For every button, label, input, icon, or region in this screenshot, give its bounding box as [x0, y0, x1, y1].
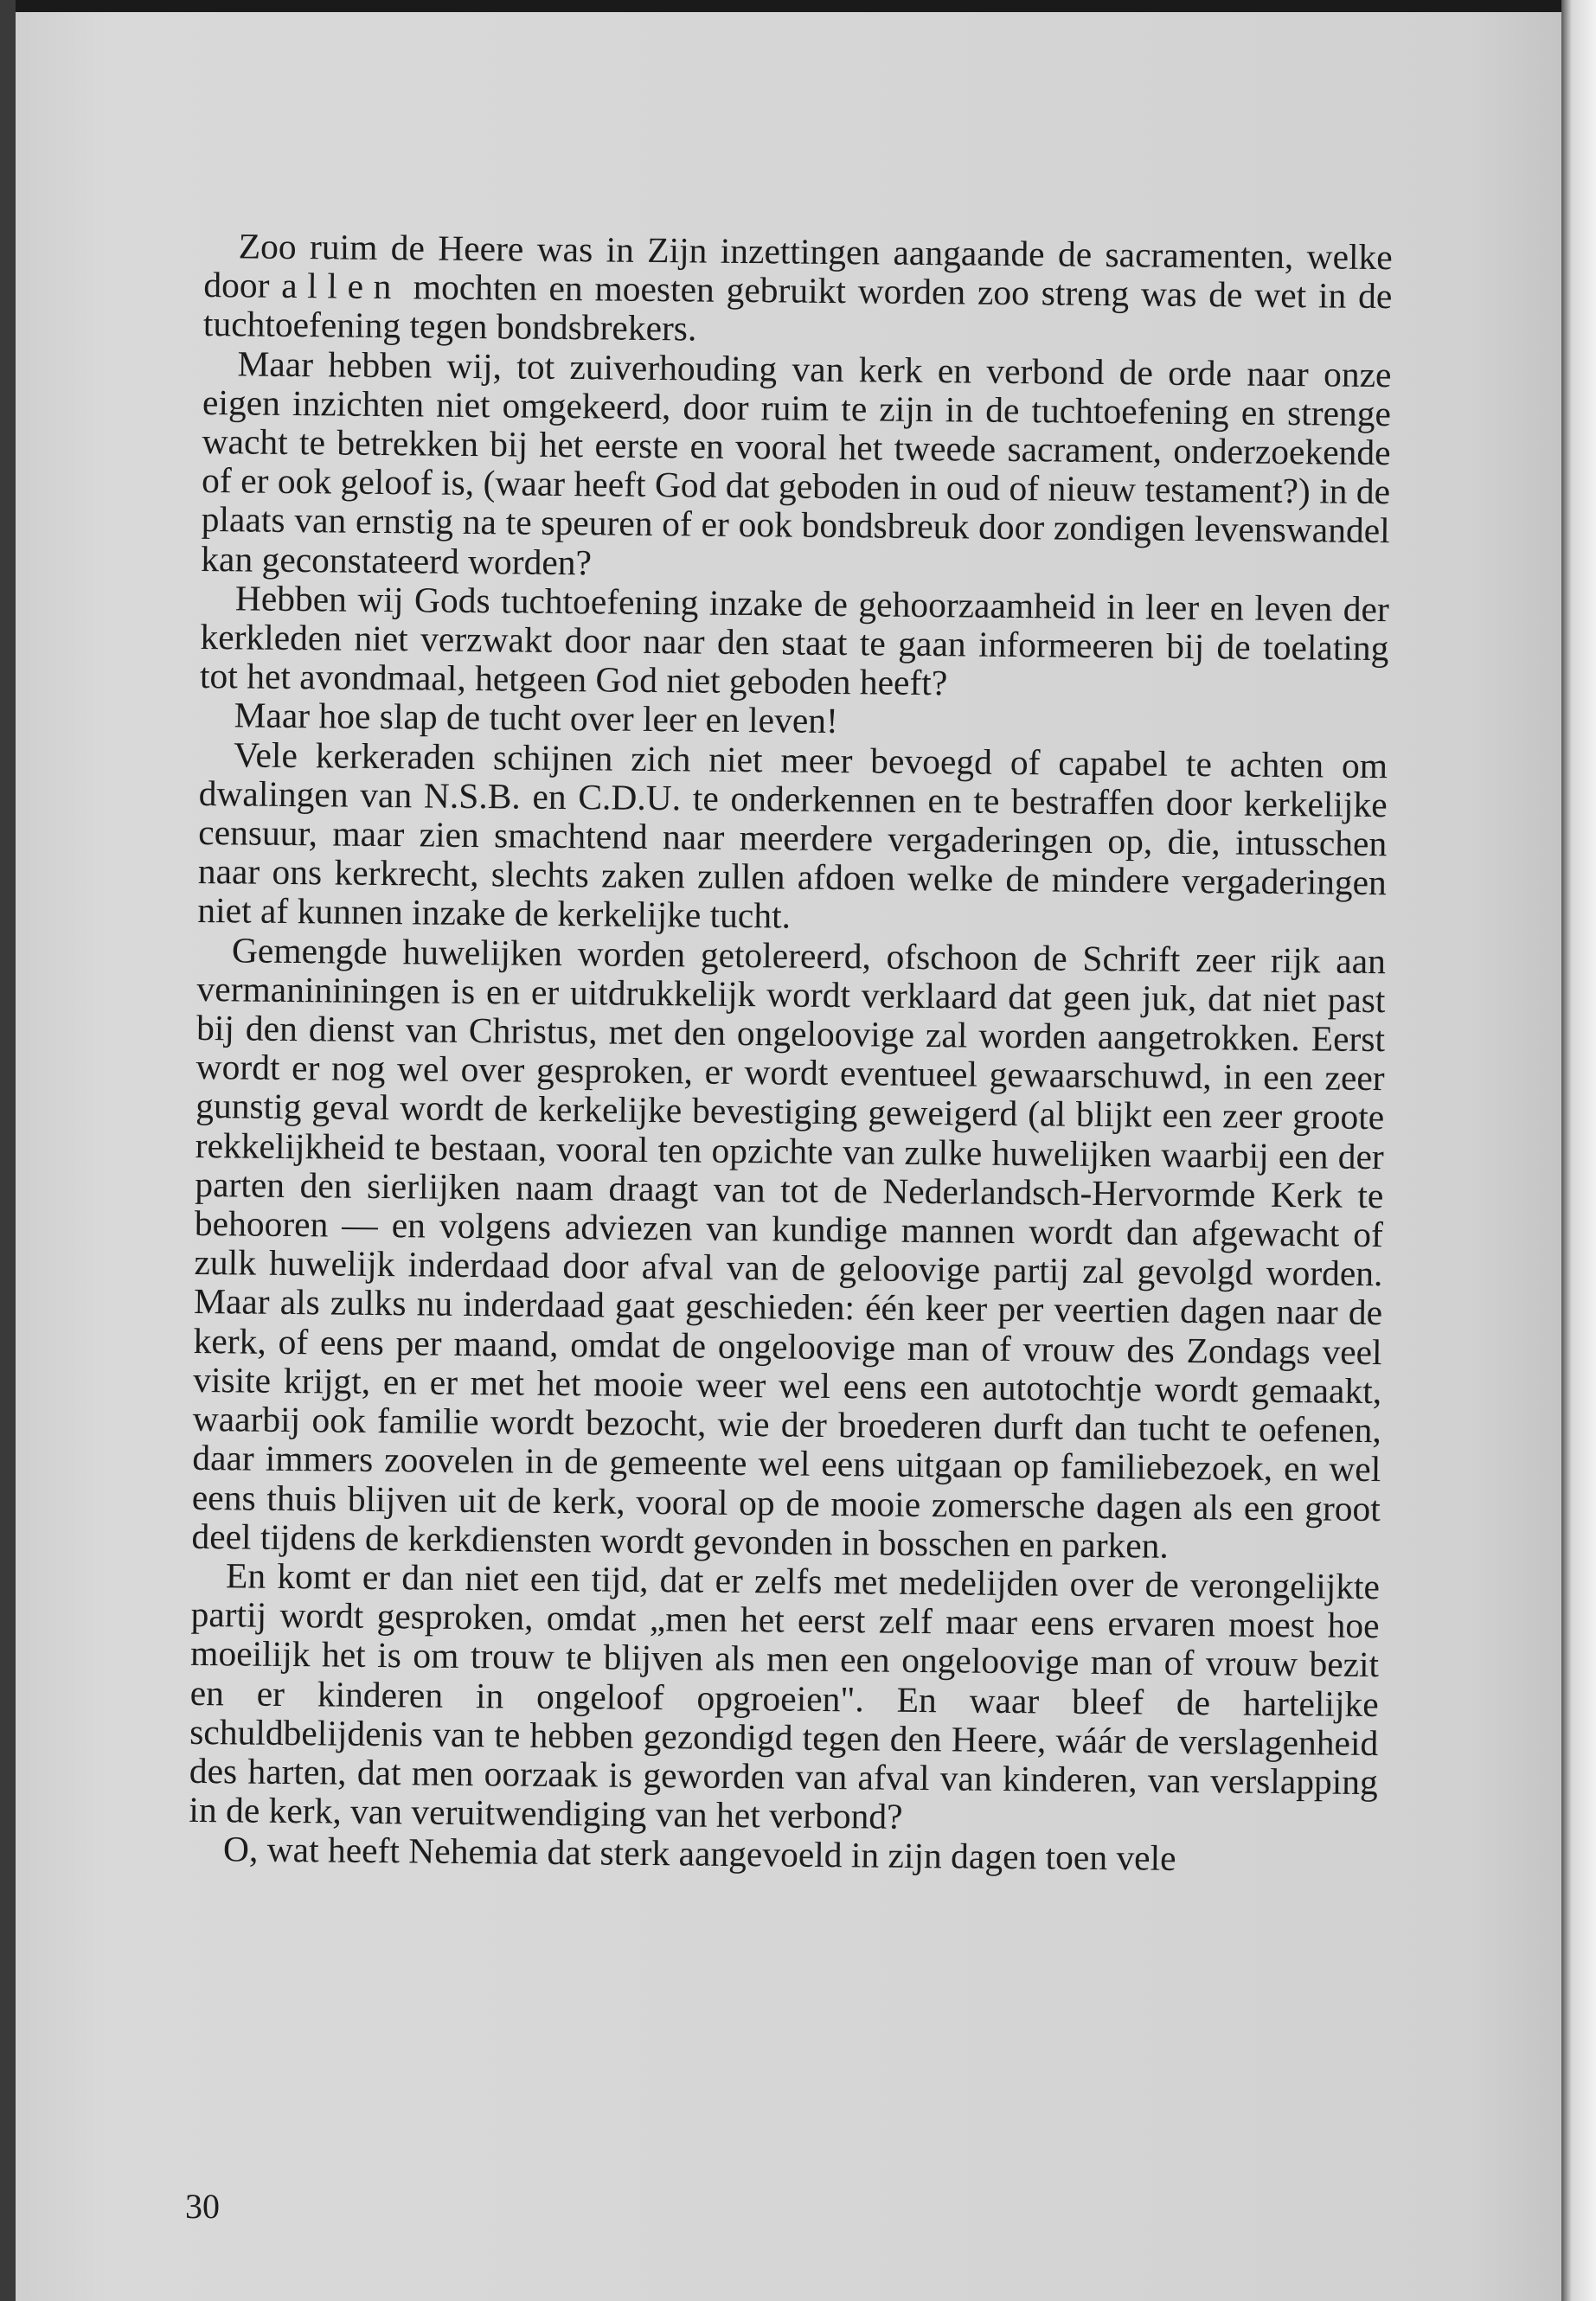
- book-page: [16, 0, 1561, 2301]
- page-number: 30: [185, 2187, 220, 2226]
- paragraph-7: En komt er dan niet een tijd, dat er zelfs met medelijden over de verongelijkte partij wordt gesproken, omdat „men het eerst zelf maar eens ervaren moest hoe moeilijk het is om trouw te blijven als men een ongeloovige man of vrouw bezit en er kinderen in ongeloof opgroeien". En waar bleef de hartelijke schuldbelijdenis van te hebben gezondigd tegen den Heere, wáár de verslagenheid des harten, dat men oorzaak is geworden van afval van kinderen, van verslapping in de kerk, van veruitwendiging van het verbond?: [189, 1555, 1381, 1836]
- paragraph-4: Maar hoe slap de tucht over leer en leven!: [234, 695, 839, 741]
- paragraph-1-after: mochten en moesten gebruikt worden zoo streng was de wet in de tuchtoefening tegen bondsbrekers.: [202, 266, 1393, 349]
- paragraph-8: O, wat heeft Nehemia dat sterk aangevoeld in zijn dagen toen vele: [222, 1829, 1176, 1879]
- emphasis-allen: allen: [281, 266, 402, 307]
- paragraph-5: Vele kerkeraden schijnen zich niet meer bevoegd of capabel te achten om dwalingen van N.S.B. en C.D.U. te onderkennen en te bestraffen door kerkelijke censuur, maar zien smachtend naar meerdere vergaderingen op, die, intusschen naar ons kerkrecht, slechts zaken zullen afdoen welke de mindere vergaderingen niet af kunnen inzake de kerkelijke tucht.: [197, 734, 1388, 936]
- paragraph-1: [203, 227, 1393, 356]
- page-edge: [1561, 0, 1596, 2301]
- paragraph-6: Gemengde huwelijken worden getolereerd, ofschoon de Schrift zeer rijk aan vermanininingen is en er uitdrukkelijk wordt verklaard dat geen juk, dat niet past bij den dienst van Christus, met den ongeloovige zal worden aangetrokken. Eerst wordt er nog wel over gesproken, er wordt eventueel gewaarschuwd, in een zeer gunstig geval wordt de kerkelijke bevestiging geweigerd (al blijkt een zeer groote rekkelijkheid te bestaan, vooral ten opzichte van zulke huwelijken waarbij een der parten den sierlijken naam draagt van tot de Nederlandsch-Hervormde Kerk te behooren — en volgens adviezen van kundige mannen wordt dan afgewacht of zulk huwelijk inderdaad door afval van de geloovige partij zal gevolgd worden. Maar als zulks nu inderdaad gaat geschieden: één keer per veertien dagen naar de kerk, of eens per maand, omdat de ongeloovige man of vrouw des Zondags veel visite krijgt, en er met het mooie weer wel eens een autotochtje wordt gemaakt, waarbij ook familie wordt bezocht, wie der broederen durft dan tucht te oefenen, daar immers zoovelen in de gemeente wel eens uitgaan op familiebezoek, en wel eens thuis blijven uit de kerk, vooral op de mooie zomersche dagen als een groot deel tijdens de kerkdiensten wordt gevonden in bosschen en parken.: [191, 930, 1387, 1566]
- page-body-text: [189, 227, 1393, 1881]
- paragraph-1-before: Zoo ruim de Heere was in Zijn inzettingen aangaande de sacramenten, welke door: [203, 226, 1393, 306]
- paragraph-3: Hebben wij Gods tuchtoefening inzake de gehoorzaamheid in leer en leven der kerkleden niet verzwakt door naar den staat te gaan informeeren bij de toelating tot het avondmaal, hetgeen God niet geboden heeft?: [199, 578, 1390, 703]
- paragraph-2: Maar hebben wij, tot zuiverhouding van kerk en verbond de orde naar onze eigen inzichten niet omgekeerd, door ruim te zijn in de tuchtoefening en strenge wacht te betrekken bij het eerste en vooral het tweede sacrament, onderzoekende of er ook geloof is, (waar heeft God dat geboden in oud of nieuw testament?) in de plaats van ernstig na te speuren of er ook bondsbreuk door zondigen levenswandel kan geconstateerd worden?: [201, 343, 1392, 582]
